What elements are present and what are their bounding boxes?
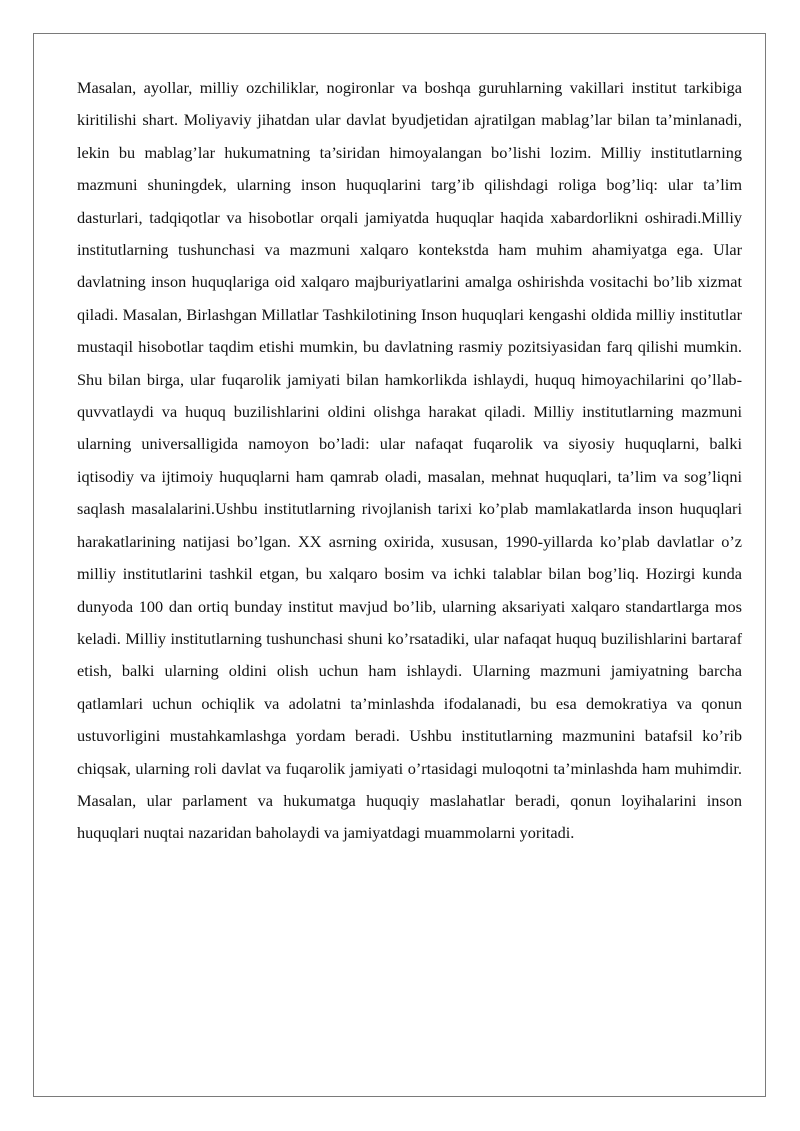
body-paragraph: Masalan, ayollar, milliy ozchiliklar, nogironlar va boshqa guruhlarning vakillari institut tarkibiga kiritilishi shart. Moliyaviy jihatdan ular davlat byudjetidan ajratilgan mablag’lar bilan ta’minlanadi, lekin bu mablag’lar hukumatning ta’siridan himoyalangan bo’lishi lozim. Milliy institutlarning mazmuni shuningdek, ularning inson huquqlarini targ’ib qilishdagi roliga bog’liq: ular ta’lim dasturlari, tadqiqotlar va hisobotlar orqali jamiyatda huquqlar haqida xabardorlikni oshiradi.Milliy institutlarning tushunchasi va mazmuni xalqaro kontekstda ham muhim ahamiyatga ega. Ular davlatning inson huquqlariga oid xalqaro majburiyatlarini amalga oshirishda vositachi bo’lib xizmat qiladi. Masalan, Birlashgan Millatlar Tashkilotining Inson huquqlari kengashi oldida milliy institutlar mustaqil hisobotlar taqdim etishi mumkin, bu davlatning rasmiy pozitsiyasidan farq qilishi mumkin. Shu bilan birga, ular fuqarolik jamiyati bilan hamkorlikda ishlaydi, huquq himoyachilarini qo’llab-quvvatlaydi va huquq buzilishlarini oldini olishga harakat qiladi. Milliy institutlarning mazmuni ularning universalligida namoyon bo’ladi: ular nafaqat fuqarolik va siyosiy huquqlarni, balki iqtisodiy va ijtimoiy huquqlarni ham qamrab oladi, masalan, mehnat huquqlari, ta’lim va sog’liqni saqlash masalalarini.Ushbu institutlarning rivojlanish tarixi ko’plab mamlakatlarda inson huquqlari harakatlarining natijasi bo’lgan. XX asrning oxirida, xususan, 1990-yillarda ko’plab davlatlar o’z milliy institutlarini tashkil etgan, bu xalqaro bosim va ichki talablar bilan bog’liq. Hozirgi kunda dunyoda 100 dan ortiq bunday institut mavjud bo’lib, ularning aksariyati xalqaro standartlarga mos keladi. Milliy institutlarning tushunchasi shuni ko’rsatadiki, ular nafaqat huquq buzilishlarini bartaraf etish, balki ularning oldini olish uchun ham ishlaydi. Ularning mazmuni jamiyatning barcha qatlamlari uchun ochiqlik va adolatni ta’minlashda ifodalanadi, bu esa demokratiya va qonun ustuvorligini mustahkamlashga yordam beradi. Ushbu institutlarning mazmunini batafsil ko’rib chiqsak, ularning roli davlat va fuqarolik jamiyati o’rtasidagi muloqotni ta’minlashda ham muhimdir. Masalan, ular parlament va hukumatga huquqiy maslahatlar beradi, qonun loyihalarini inson huquqlari nuqtai nazaridan baholaydi va jamiyatdagi muammolarni yoritadi. bbox=[77, 78, 742, 843]
page-frame bbox=[33, 33, 766, 1097]
